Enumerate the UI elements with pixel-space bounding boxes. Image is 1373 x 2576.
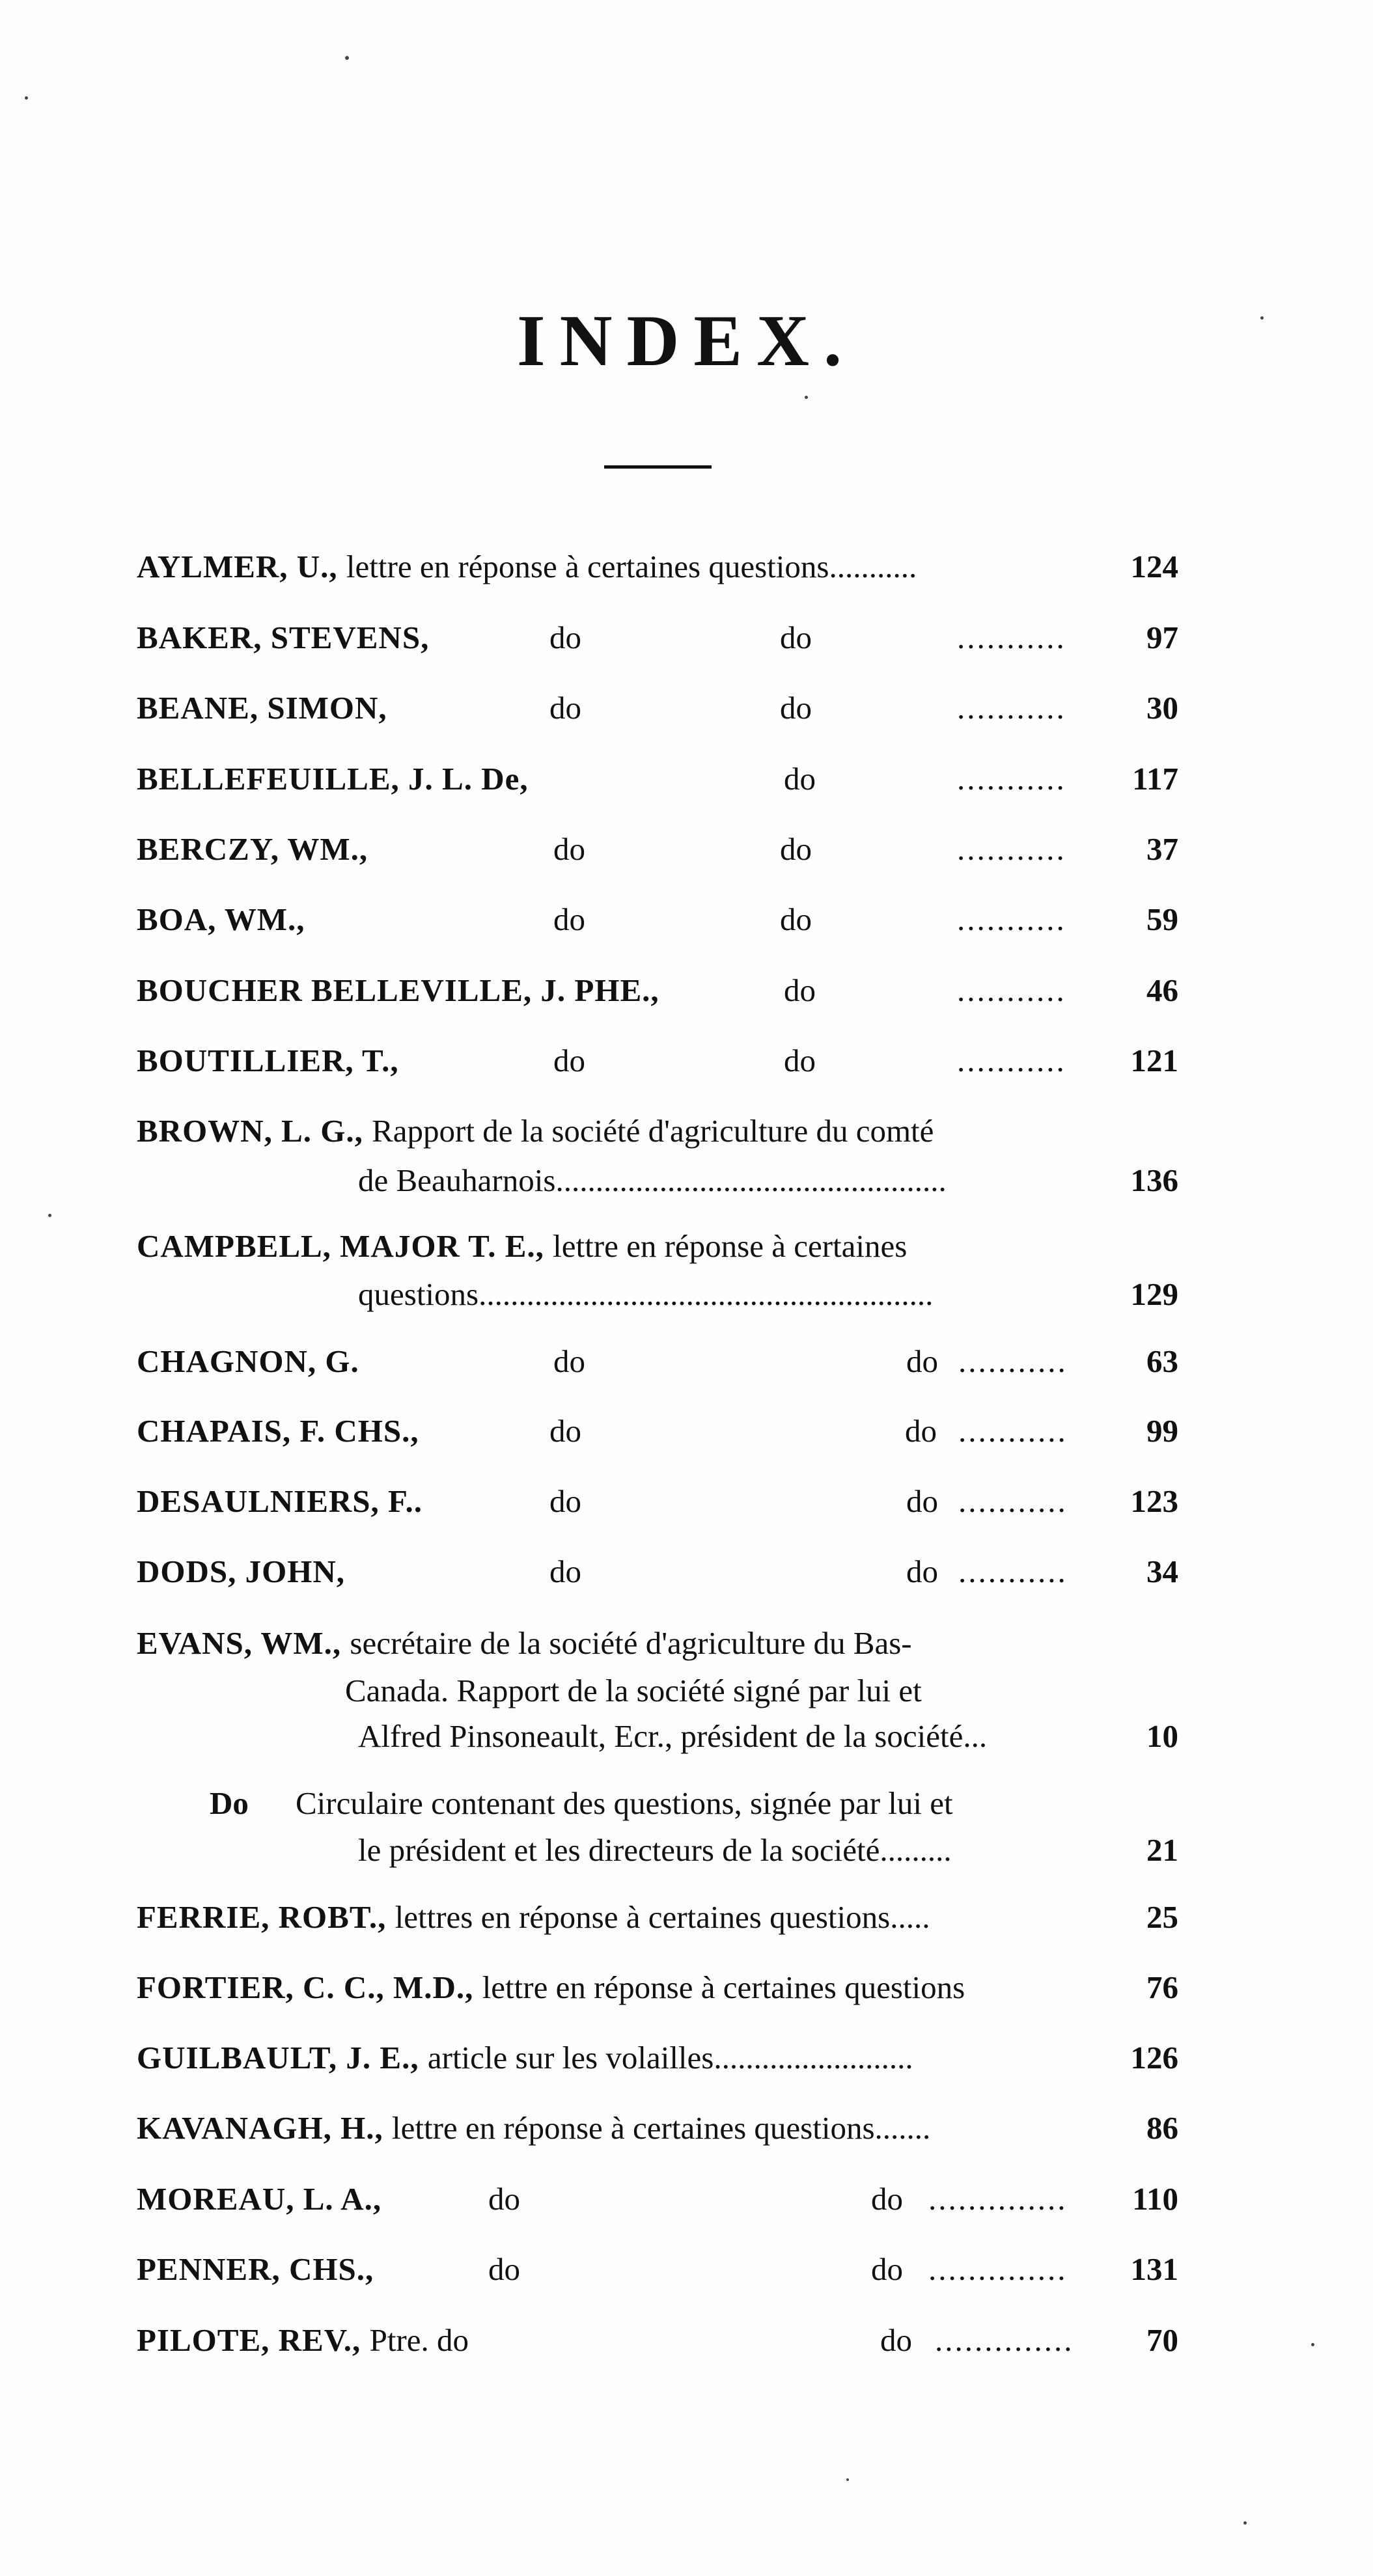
- entry-leader: ..............: [935, 2322, 1074, 2358]
- scan-speck: [846, 2478, 849, 2481]
- index-entry: [137, 2253, 1178, 2285]
- entry-page-number: 97: [1146, 620, 1178, 655]
- ditto-mark: do: [906, 1554, 938, 1589]
- entry-leader: .........................: [714, 2040, 913, 2076]
- entry-leader: ...........: [958, 1343, 1068, 1379]
- scan-speck: [1260, 316, 1264, 320]
- entry-name: CHAPAIS, F. CHS.,: [137, 1413, 419, 1449]
- entry-leader: ...........: [958, 1554, 1068, 1589]
- entry-name: EVANS, WM.,: [137, 1625, 350, 1661]
- entry-name: CHAGNON, G.: [137, 1343, 359, 1379]
- title-rule: [604, 465, 712, 469]
- ditto-mark: do: [780, 690, 812, 726]
- ditto-mark: do: [549, 620, 581, 655]
- entry-page-number: 37: [1146, 831, 1178, 867]
- entry-leader: ...........: [958, 1483, 1068, 1519]
- ditto-mark: do: [784, 761, 816, 797]
- ditto-mark: do: [871, 2251, 903, 2287]
- entry-name: BELLEFEUILLE, J. L. De,: [137, 761, 529, 797]
- index-entry: [137, 2324, 1178, 2356]
- index-entry: [137, 1045, 1178, 1076]
- index-entry: [137, 1901, 1178, 1933]
- entry-leader: .....: [890, 1899, 930, 1935]
- entry-name: FORTIER, C. C., M.D.,: [137, 1969, 482, 2005]
- index-entry: [137, 1115, 1178, 1147]
- entry-leader: ...........: [957, 761, 1066, 797]
- entry-name: BAKER, STEVENS,: [137, 620, 430, 655]
- entry-name: BERCZY, WM.,: [137, 831, 368, 867]
- entry-description: lettre en réponse à certaines questions: [346, 549, 829, 584]
- ditto-mark: do: [553, 1043, 585, 1078]
- entry-leader: ...........: [957, 620, 1066, 655]
- entry-name: BOUCHER BELLEVILLE, J. PHE.,: [137, 972, 659, 1008]
- ditto-mark: do: [488, 2181, 520, 2217]
- entry-name: PILOTE, REV.,: [137, 2322, 370, 2358]
- entry-description: lettre en réponse à certaines: [553, 1228, 908, 1264]
- entry-page-number: 123: [1130, 1483, 1178, 1519]
- entry-page-number: 10: [1146, 1718, 1178, 1754]
- index-entry: [137, 974, 1178, 1006]
- entry-name: DESAULNIERS, F..: [137, 1483, 423, 1519]
- entry-name: Do: [210, 1785, 249, 1821]
- entry-leader: .........: [880, 1832, 952, 1868]
- entry-page-number: 30: [1146, 690, 1178, 726]
- entry-leader: ...........: [829, 549, 917, 584]
- entry-name: BOA, WM.,: [137, 901, 305, 937]
- entry-leader: ...........: [957, 690, 1066, 726]
- entry-page-number: 126: [1130, 2040, 1178, 2076]
- ditto-mark: do: [553, 1343, 585, 1379]
- index-entry: [137, 551, 1178, 582]
- entry-description: lettre en réponse à certaines questions: [482, 1969, 965, 2005]
- ditto-mark: do: [549, 690, 581, 726]
- entry-page-number: 110: [1132, 2181, 1178, 2217]
- index-entry: [137, 2183, 1178, 2215]
- entry-page-number: 21: [1146, 1832, 1178, 1868]
- ditto-mark: do: [871, 2181, 903, 2217]
- entry-page-number: 117: [1132, 761, 1178, 797]
- entry-leader: ...........: [957, 972, 1066, 1008]
- index-entry: [137, 622, 1178, 653]
- entry-description-line: de Beauharnois: [358, 1162, 556, 1198]
- entry-leader: .......: [874, 2110, 931, 2146]
- entry-page-number: 25: [1146, 1899, 1178, 1935]
- ditto-mark: do: [780, 831, 812, 867]
- scan-speck: [345, 56, 349, 60]
- entry-description: Rapport de la société d'agriculture du comté: [372, 1113, 934, 1149]
- index-entry: [137, 692, 1178, 724]
- entry-name: CAMPBELL, MAJOR T. E.,: [137, 1228, 553, 1264]
- ditto-mark: do: [784, 1043, 816, 1078]
- entry-description-line: Alfred Pinsoneault, Ecr., président de la société...: [358, 1718, 988, 1754]
- entry-description: lettres en réponse à certaines questions: [395, 1899, 891, 1935]
- entry-page-number: 63: [1146, 1343, 1178, 1379]
- entry-description: secrétaire de la société d'agriculture du Bas-: [350, 1625, 912, 1661]
- index-entry: [137, 1555, 1178, 1587]
- ditto-mark: do: [553, 901, 585, 937]
- scan-speck: [805, 396, 808, 399]
- index-entry: [137, 1627, 1178, 1659]
- entry-description: article sur les volailles: [427, 2040, 714, 2076]
- entry-name: PENNER, CHS.,: [137, 2251, 374, 2287]
- entry-page-number: 136: [1130, 1162, 1178, 1198]
- scan-speck: [1243, 2521, 1247, 2525]
- entry-leader: ...........: [957, 1043, 1066, 1078]
- entry-description: Ptre. do: [369, 2322, 469, 2358]
- entry-page-number: 70: [1146, 2322, 1178, 2358]
- entry-name: GUILBAULT, J. E.,: [137, 2040, 428, 2076]
- entry-name: MOREAU, L. A.,: [137, 2181, 382, 2217]
- ditto-mark: do: [549, 1554, 581, 1589]
- entry-leader: ..............: [928, 2181, 1068, 2217]
- index-entry: [137, 1415, 1178, 1447]
- entry-name: BOUTILLIER, T.,: [137, 1043, 399, 1078]
- index-entry: [137, 1485, 1178, 1517]
- ditto-mark: do: [784, 972, 816, 1008]
- entry-name: DODS, JOHN,: [137, 1554, 346, 1589]
- ditto-mark: do: [780, 901, 812, 937]
- index-entry: [137, 1230, 1178, 1262]
- entry-description-line: Canada. Rapport de la société signé par lui et: [345, 1673, 922, 1708]
- scan-speck: [48, 1214, 51, 1217]
- ditto-mark: do: [488, 2251, 520, 2287]
- entry-name: KAVANAGH, H.,: [137, 2110, 393, 2146]
- ditto-mark: do: [906, 1483, 938, 1519]
- entry-page-number: 121: [1130, 1043, 1178, 1078]
- index-entry: [137, 1971, 1178, 2003]
- entry-name: BEANE, SIMON,: [137, 690, 387, 726]
- entry-leader: ..............: [928, 2251, 1068, 2287]
- scan-speck: [25, 96, 28, 100]
- entry-leader: ...........: [957, 831, 1066, 867]
- entry-description: Circulaire contenant des questions, signée par lui et: [296, 1785, 953, 1821]
- index-entry: [137, 2112, 1178, 2144]
- index-entry: [137, 833, 1178, 865]
- entry-leader: ...........: [957, 901, 1066, 937]
- entry-page-number: 59: [1146, 901, 1178, 937]
- ditto-mark: do: [906, 1343, 938, 1379]
- ditto-mark: do: [553, 831, 585, 867]
- ditto-mark: do: [905, 1413, 937, 1449]
- entry-page-number: 99: [1146, 1413, 1178, 1449]
- entry-page-number: 46: [1146, 972, 1178, 1008]
- entry-leader: .................................................: [555, 1162, 947, 1198]
- ditto-mark: do: [549, 1483, 581, 1519]
- ditto-mark: do: [880, 2322, 912, 2358]
- ditto-mark: do: [780, 620, 812, 655]
- index-entry: [137, 1345, 1178, 1377]
- page-title: INDEX.: [517, 301, 856, 381]
- entry-name: FERRIE, ROBT.,: [137, 1899, 395, 1935]
- entry-leader: .........................................................: [478, 1276, 934, 1312]
- entry-name: BROWN, L. G.,: [137, 1113, 372, 1149]
- entry-page-number: 129: [1130, 1276, 1178, 1312]
- entry-leader: ...........: [958, 1413, 1068, 1449]
- entry-page-number: 34: [1146, 1554, 1178, 1589]
- entry-description-line: le président et les directeurs de la société: [358, 1832, 880, 1868]
- entry-page-number: 124: [1130, 549, 1178, 584]
- entry-description-line: questions: [358, 1276, 479, 1312]
- index-entry: [137, 2042, 1178, 2074]
- entry-page-number: 86: [1146, 2110, 1178, 2146]
- entry-page-number: 131: [1130, 2251, 1178, 2287]
- entry-name: AYLMER, U.,: [137, 549, 346, 584]
- index-entry: [137, 903, 1178, 935]
- ditto-mark: do: [549, 1413, 581, 1449]
- index-entry: [137, 763, 1178, 795]
- entry-description: lettre en réponse à certaines questions: [392, 2110, 875, 2146]
- scan-speck: [1311, 2343, 1314, 2346]
- entry-page-number: 76: [1146, 1969, 1178, 2005]
